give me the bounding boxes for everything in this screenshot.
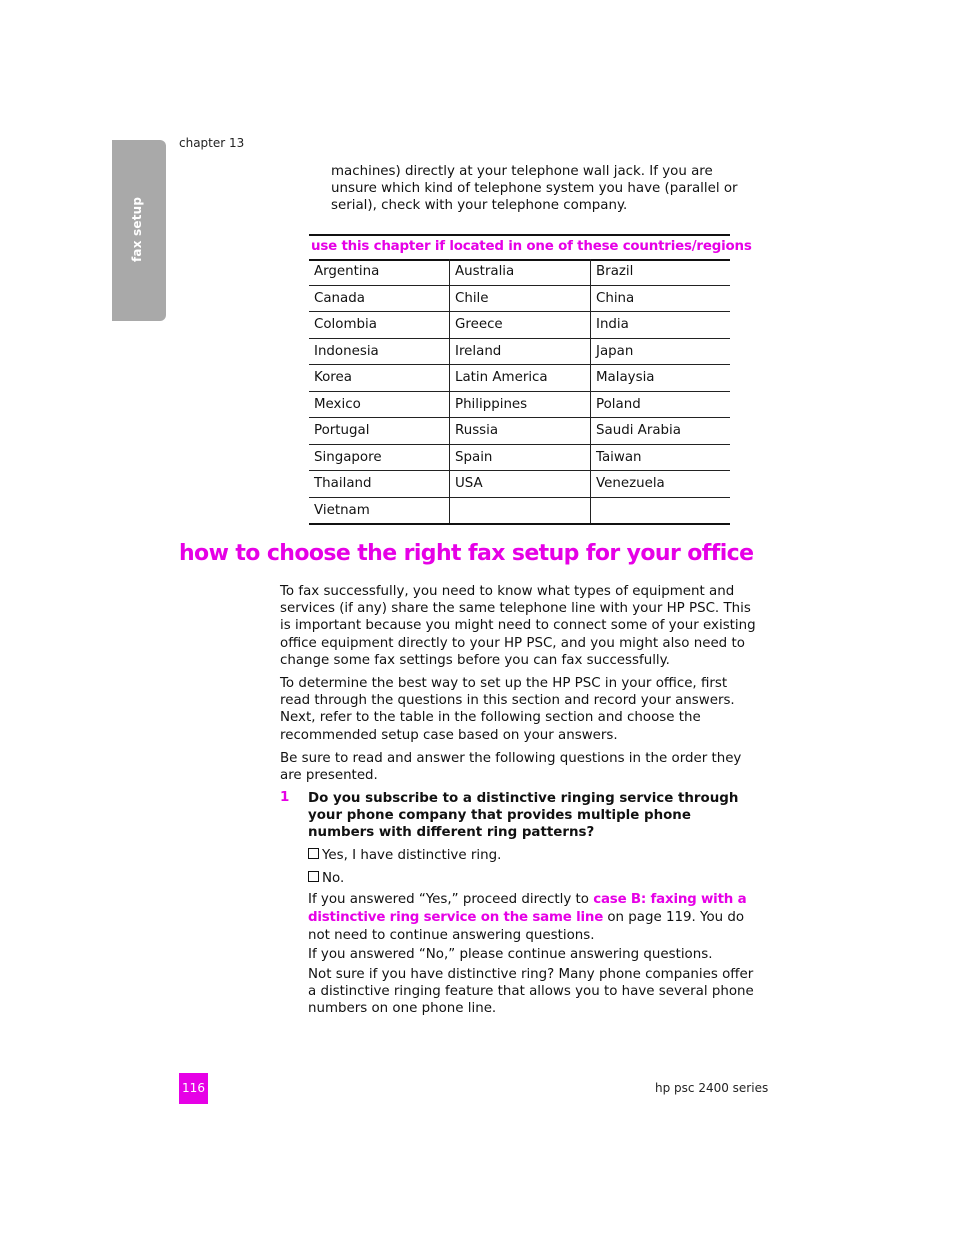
countries-table-header xyxy=(309,234,752,261)
table-cell xyxy=(450,497,591,524)
table-row xyxy=(309,365,730,392)
table-cell: China xyxy=(591,285,731,312)
paragraph-2: To determine the best way to set up the HP PSC in your office, first read through the questions in this section and record your answers. Next, refer to the table in the following section and choose the recommended setup case based on your answers. xyxy=(280,676,735,743)
table-row xyxy=(309,285,730,312)
table-cell: Australia xyxy=(450,259,591,285)
intro-paragraph: machines) directly at your telephone wall jack. If you are unsure which kind of telephone system you have (parallel or serial), check with your telephone company. xyxy=(331,164,738,214)
table-row xyxy=(309,391,730,418)
paragraph-3: Be sure to read and answer the following questions in the order they are presented. xyxy=(280,751,742,784)
table-cell: India xyxy=(591,312,731,339)
table-cell: Venezuela xyxy=(591,471,731,498)
table-cell: Canada xyxy=(309,285,450,312)
no-instruction: If you answered “No,” please continue answering questions. xyxy=(308,947,713,962)
page-number: 116 xyxy=(179,1073,208,1104)
table-cell: Russia xyxy=(450,418,591,445)
table-cell: Thailand xyxy=(309,471,450,498)
option-yes[interactable] xyxy=(308,848,501,863)
side-tab-label: fax setup xyxy=(130,196,144,262)
countries-table-title: use this chapter if located in one of these countries/regions xyxy=(311,239,752,254)
table-cell: Portugal xyxy=(309,418,450,445)
option-no[interactable] xyxy=(308,871,344,886)
table-cell: Poland xyxy=(591,391,731,418)
table-cell: USA xyxy=(450,471,591,498)
case-b-link[interactable]: case B: faxing with a distinctive ring service on the same line xyxy=(308,892,747,925)
table-cell: Mexico xyxy=(309,391,450,418)
footer-product: hp psc 2400 series xyxy=(655,1081,769,1095)
table-cell: Brazil xyxy=(591,259,731,285)
table-cell: Japan xyxy=(591,338,731,365)
table-row xyxy=(309,312,730,339)
table-cell: Spain xyxy=(450,444,591,471)
yes-prefix: If you answered “Yes,” proceed directly to xyxy=(308,892,594,907)
table-cell: Indonesia xyxy=(309,338,450,365)
checkbox-icon[interactable] xyxy=(308,871,319,882)
table-cell xyxy=(591,497,731,524)
table-row xyxy=(309,338,730,365)
table-row xyxy=(309,497,730,524)
table-cell: Korea xyxy=(309,365,450,392)
table-cell: Ireland xyxy=(450,338,591,365)
table-cell: Latin America xyxy=(450,365,591,392)
table-row xyxy=(309,418,730,445)
checkbox-icon[interactable] xyxy=(308,848,319,859)
chapter-label: chapter 13 xyxy=(179,136,245,150)
option-no-label: No. xyxy=(322,871,345,886)
table-cell: Taiwan xyxy=(591,444,731,471)
section-title: how to choose the right fax setup for your office xyxy=(179,541,754,566)
option-yes-label: Yes, I have distinctive ring. xyxy=(322,848,502,863)
yes-instruction xyxy=(308,891,758,944)
table-cell: Chile xyxy=(450,285,591,312)
table-row xyxy=(309,444,730,471)
paragraph-1: To fax successfully, you need to know what types of equipment and services (if any) share the same telephone line with your HP PSC. This is important because you might need to connect some of your existing office equipment directly to your HP PSC, and you might also need to change some fax settings before you can fax successfully. xyxy=(280,584,756,668)
table-cell: Saudi Arabia xyxy=(591,418,731,445)
table-cell: Vietnam xyxy=(309,497,450,524)
side-tab xyxy=(112,140,166,321)
table-cell: Greece xyxy=(450,312,591,339)
question-text: Do you subscribe to a distinctive ringing service through your phone company that provides multiple phone numbers with different ring patterns? xyxy=(308,791,739,841)
table-cell: Argentina xyxy=(314,264,380,280)
table-row xyxy=(309,259,730,285)
table-cell: Singapore xyxy=(309,444,450,471)
table-cell: Colombia xyxy=(309,312,450,339)
table-cell: Malaysia xyxy=(591,365,731,392)
table-cell: Philippines xyxy=(450,391,591,418)
countries-table xyxy=(309,259,730,525)
yes-suffix: on page 119. You do not need to continue answering questions. xyxy=(308,909,745,943)
table-row xyxy=(309,471,730,498)
question-number: 1 xyxy=(280,790,290,805)
distinctive-ring-note: Not sure if you have distinctive ring? Many phone companies offer a distinctive ringing feature that allows you to have several phone numbers on one phone line. xyxy=(308,967,754,1017)
